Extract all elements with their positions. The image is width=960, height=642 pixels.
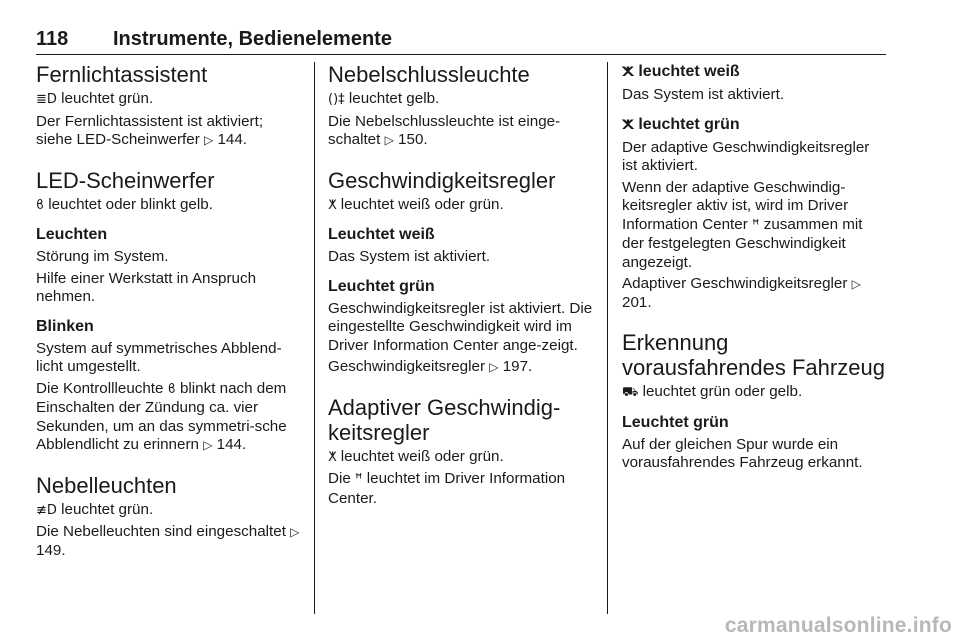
reference-arrow-icon: ▷ xyxy=(204,133,214,147)
paragraph xyxy=(36,196,302,216)
reference-arrow-icon: ▷ xyxy=(489,360,499,374)
page-reference[interactable]: 149. xyxy=(36,541,66,559)
text: leuchtet grün. xyxy=(61,90,154,107)
cruise-control-icon: ⵅ xyxy=(328,449,337,465)
text: blinkt nach dem Einschalten der Zündung ca. vier Sekunden, um an das symmetri-sche Abblendlicht zu erinnern xyxy=(36,379,287,453)
paragraph: Hilfe einer Werkstatt in Anspruch nehmen. xyxy=(36,269,257,305)
page-reference[interactable]: 144. xyxy=(216,436,247,453)
paragraph: Der adaptive Geschwindigkeitsregler ist aktiviert. xyxy=(622,138,870,174)
heading-led-scheinwerfer: LED-Scheinwerfer xyxy=(36,167,215,193)
page-header xyxy=(36,26,886,55)
reference-arrow-icon: ▷ xyxy=(851,277,861,291)
paragraph: Das System ist aktiviert. xyxy=(622,86,785,103)
text: leuchtet weiß oder grün. xyxy=(340,195,504,213)
page-reference[interactable]: 150. xyxy=(398,131,428,148)
paragraph xyxy=(622,383,888,403)
column-divider-1 xyxy=(314,62,315,614)
column-divider-2 xyxy=(607,62,608,614)
fog-light-icon: ≢D xyxy=(36,502,57,518)
led-headlight-icon: ϐ xyxy=(167,381,176,397)
paragraph xyxy=(622,275,888,312)
text: Die Kontrollleuchte xyxy=(36,379,164,397)
column-3 xyxy=(622,62,888,476)
heading-blinken: Blinken xyxy=(36,317,94,335)
heading-leuchten: Leuchten xyxy=(36,226,108,243)
paragraph xyxy=(36,113,302,150)
text: leuchtet grün oder gelb. xyxy=(642,383,803,400)
paragraph xyxy=(328,196,594,216)
paragraph xyxy=(328,358,594,377)
paragraph xyxy=(328,448,594,468)
vehicle-ahead-icon: ⛟ xyxy=(622,385,639,400)
page-reference[interactable]: 197. xyxy=(502,358,533,375)
text: leuchtet oder blinkt gelb. xyxy=(48,195,213,213)
text: zusammen mit der festgelegten Geschwindigkeit angezeigt. xyxy=(622,215,863,271)
cruise-control-icon: ⵅ xyxy=(328,197,337,213)
high-beam-icon: ≣D xyxy=(36,92,57,107)
page-reference[interactable]: 144. xyxy=(217,131,248,148)
text: Adaptiver Geschwindigkeitsregler xyxy=(622,275,848,292)
paragraph xyxy=(328,90,594,110)
text: leuchtet gelb. xyxy=(348,90,440,107)
heading-erkennung-vorausfahrendes-fahrzeug: Erkennung vorausfahrendes Fahrzeug xyxy=(622,330,885,380)
paragraph: System auf symmetrisches Abblend-licht umgestellt. xyxy=(36,339,282,375)
page-reference[interactable]: 201. xyxy=(622,293,652,311)
paragraph xyxy=(622,179,888,273)
reference-arrow-icon: ▷ xyxy=(290,525,300,539)
adaptive-cruise-symbol-icon: ꟸ xyxy=(355,472,363,487)
heading-icon-leuchtet-gruen xyxy=(622,115,888,135)
text: Der Fernlichtassistent ist aktiviert; siehe LED-Scheinwerfer xyxy=(36,112,264,148)
paragraph: Auf der gleichen Spur wurde ein vorausfahrendes Fahrzeug erkannt. xyxy=(622,435,863,471)
reference-arrow-icon: ▷ xyxy=(203,438,213,452)
paragraph: Geschwindigkeitsregler ist aktiviert. Die eingestellte Geschwindigkeit wird im Driver Information Center ange-zeigt. xyxy=(328,299,593,354)
text: Die Nebelleuchten sind eingeschaltet xyxy=(36,523,286,540)
adaptive-cruise-symbol-icon: ꟸ xyxy=(752,217,760,233)
reference-arrow-icon: ▷ xyxy=(384,133,394,147)
paragraph: Störung im System. xyxy=(36,248,169,265)
paragraph xyxy=(328,113,594,150)
heading-nebelleuchten: Nebelleuchten xyxy=(36,472,177,498)
led-headlight-icon: ϐ xyxy=(36,197,44,213)
heading-nebelschlussleuchte: Nebelschlussleuchte xyxy=(328,62,530,87)
text: Die Nebelschlussleuchte ist einge-schaltet xyxy=(328,112,561,148)
paragraph xyxy=(36,90,302,110)
paragraph xyxy=(328,470,594,508)
rear-fog-light-icon: ()‡ xyxy=(328,92,345,107)
heading-adaptiver-geschwindigkeitsregler: Adaptiver Geschwindig-keitsregler xyxy=(328,394,561,445)
chapter-title: Instrumente, Bedienelemente xyxy=(113,28,392,50)
heading-geschwindigkeitsregler: Geschwindigkeitsregler xyxy=(328,167,556,193)
cruise-control-icon: ⵅ xyxy=(622,117,634,133)
page-number: 118 xyxy=(36,28,69,50)
text: leuchtet grün. xyxy=(61,500,154,518)
paragraph xyxy=(36,523,302,560)
text: Die xyxy=(328,470,351,487)
text: leuchtet grün xyxy=(638,115,740,133)
text: leuchtet im Driver Information Center. xyxy=(328,470,566,507)
paragraph: Das System ist aktiviert. xyxy=(328,248,491,265)
text: Geschwindigkeitsregler xyxy=(328,358,486,375)
heading-fernlichtassistent: Fernlichtassistent xyxy=(36,62,208,87)
column-1 xyxy=(36,62,302,563)
text: leuchtet weiß xyxy=(638,63,740,80)
heading-leuchtet-weiss: Leuchtet weiß xyxy=(328,226,435,243)
heading-leuchtet-gruen: Leuchtet grün xyxy=(622,413,729,431)
text: Wenn der adaptive Geschwindig-keitsregler aktiv ist, wird im Driver Information Center xyxy=(622,178,849,233)
text: leuchtet weiß oder grün. xyxy=(340,447,504,465)
column-2 xyxy=(328,62,594,511)
paragraph xyxy=(36,501,302,521)
heading-icon-leuchtet-weiss xyxy=(622,62,888,82)
watermark: carmanualsonline.info xyxy=(724,614,952,637)
heading-leuchtet-gruen: Leuchtet grün xyxy=(328,277,435,295)
cruise-control-icon: ⵅ xyxy=(622,65,634,80)
paragraph xyxy=(36,380,302,455)
